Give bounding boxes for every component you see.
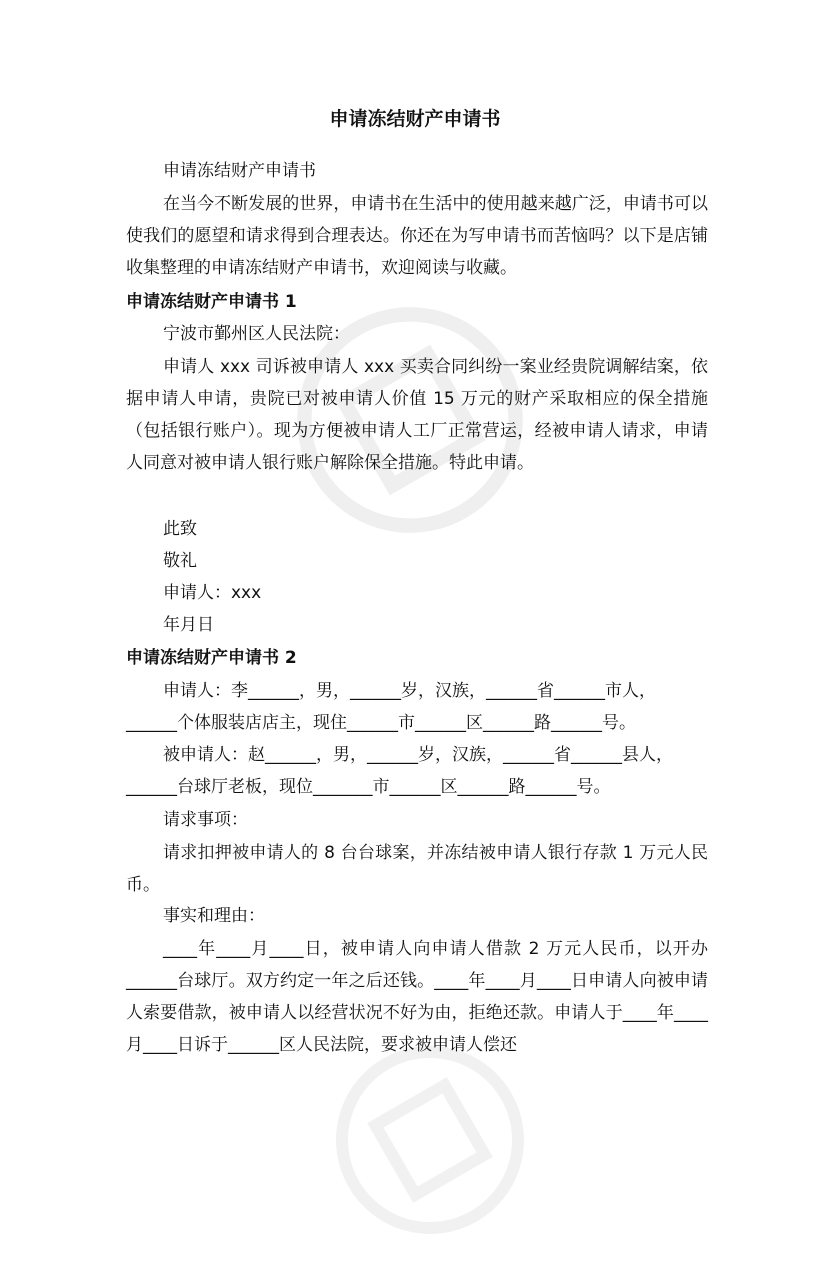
respondent-line-2: ______台球厅老板，现位_______市______区______路______号。	[126, 777, 611, 797]
addressee: 宁波市鄞州区人民法院：	[163, 324, 350, 344]
intro-paragraph: 在当今不断发展的世界，申请书在生活中的使用越来越广泛，申请书可以使我们的愿望和请求得到合理表达。你还在为写申请书而苦恼吗？以下是店铺收集整理的申请冻结财产申请书，欢迎阅读与收藏。	[126, 194, 708, 278]
facts-label: 事实和理由：	[163, 906, 265, 926]
document-subtitle: 申请冻结财产申请书	[163, 161, 316, 181]
section1-body: 申请人 xxx 司诉被申请人 xxx 买卖合同纠纷一案业经贵院调解结案，依据申请人申请，贵院已对被申请人价值 15 万元的财产采取相应的保全措施（包括银行账户）。现为方便被申请人工厂正常营运，经被申请人请求，申请人同意对被申请人银行账户解除保全措施。特此申请。	[126, 357, 708, 473]
request-body: 请求扣押被申请人的 8 台台球案，并冻结被申请人银行存款 1 万元人民币。	[126, 843, 708, 895]
applicant-line-1: 申请人：李______，男，______岁，汉族，______省______市人，	[163, 681, 656, 701]
facts-body: ____年____月____日，被申请人向申请人借款 2 万元人民币，以开办______台球厅。双方约定一年之后还钱。____年____月____日申请人向被申请人索要借款，被申请人以经营状况不好为由，拒绝还款。申请人于____年____月____日诉于______区人民法院，要求被申请人偿还	[126, 939, 708, 1055]
section1-heading: 申请冻结财产申请书 1	[126, 292, 297, 312]
page-title: 申请冻结财产申请书	[329, 108, 501, 130]
closing-2: 敬礼	[163, 551, 197, 571]
request-label: 请求事项：	[163, 810, 248, 830]
section2-heading: 申请冻结财产申请书 2	[126, 648, 297, 668]
date-line: 年月日	[163, 615, 214, 635]
closing-1: 此致	[163, 519, 197, 539]
signature: 申请人：xxx	[163, 583, 262, 603]
respondent-line-1: 被申请人：赵______，男，______岁，汉族，______省______县人，	[163, 745, 673, 765]
applicant-line-2: ______个体服装店店主，现住______市______区______路______号。	[126, 713, 636, 733]
